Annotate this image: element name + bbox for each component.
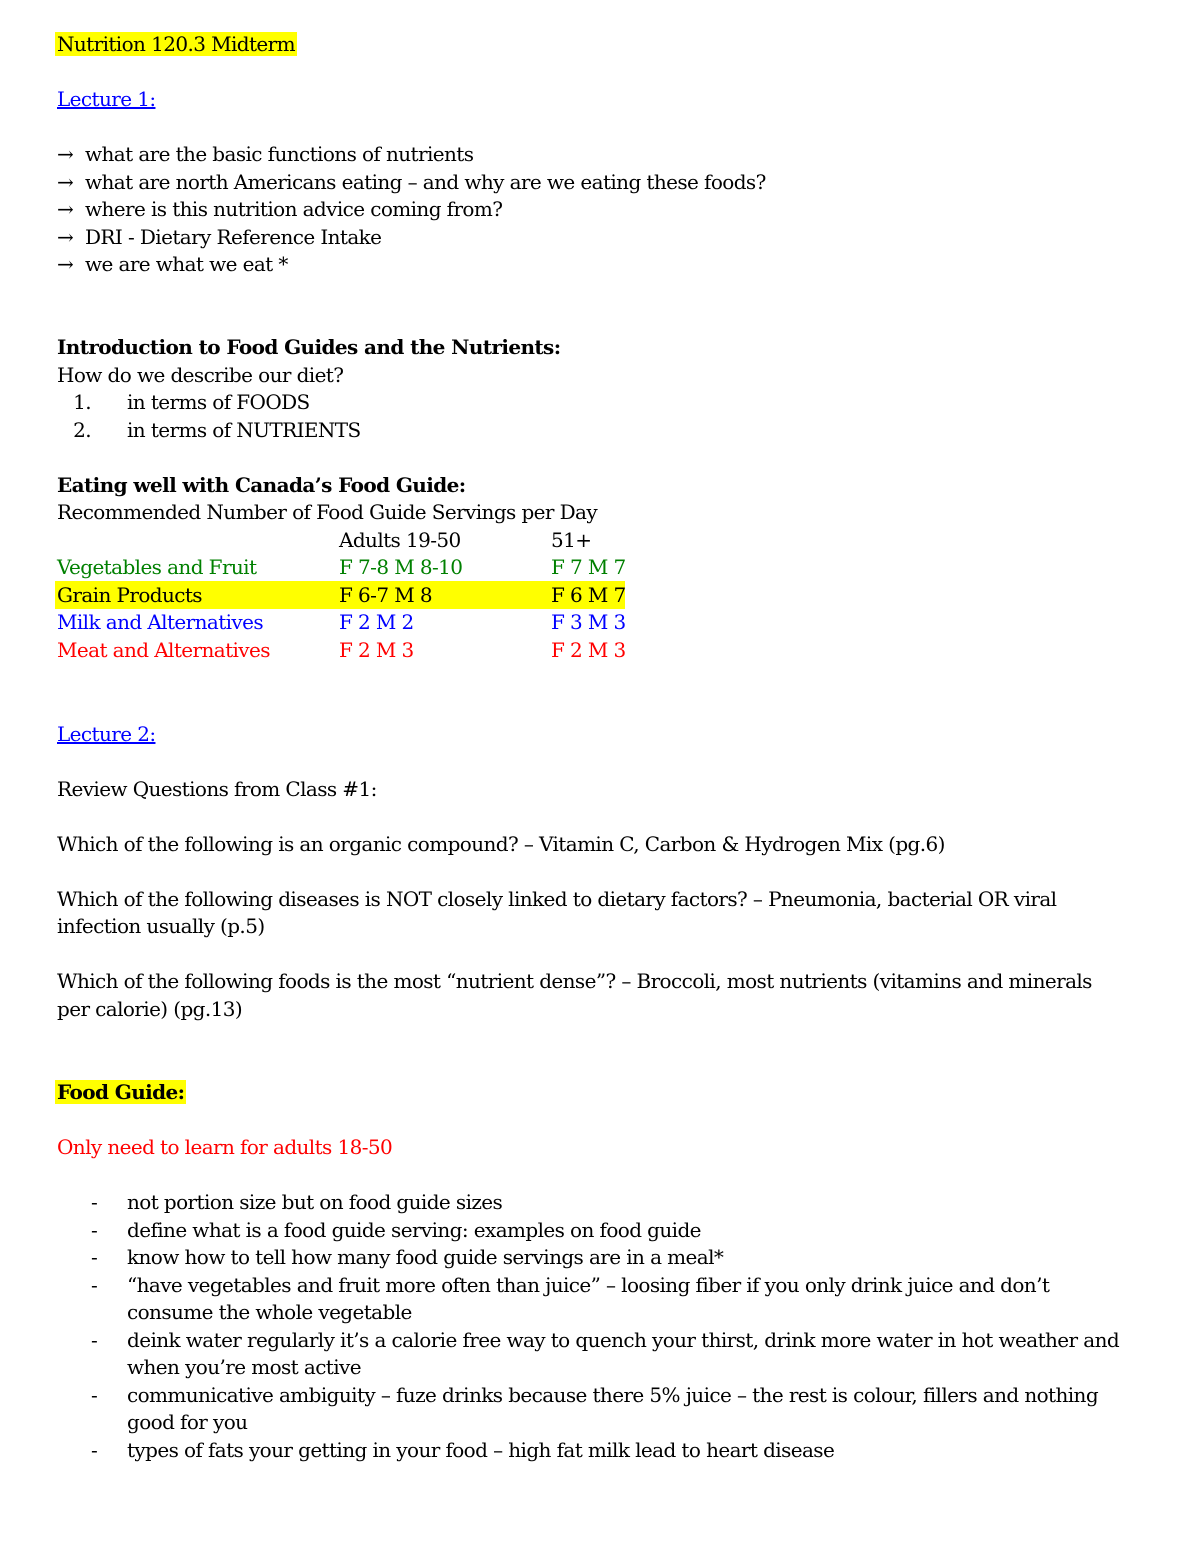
numbered-item bbox=[57, 416, 361, 444]
review-question-continued: per calorie) (pg.13) bbox=[57, 997, 243, 1021]
food-guide-note: Only need to learn for adults 18-50 bbox=[57, 1135, 393, 1159]
lecture1-item bbox=[57, 250, 288, 278]
dash-bullet-icon: - bbox=[91, 1328, 98, 1352]
lecture1-item-text: what are north Americans eating – and why are we eating these foods? bbox=[85, 170, 766, 194]
bullet-text: “have vegetables and fruit more often than juice” – loosing fiber if you only drink juice and don’t bbox=[127, 1273, 1050, 1297]
review-heading: Review Questions from Class #1: bbox=[57, 777, 377, 801]
dash-bullet-icon: - bbox=[91, 1190, 98, 1214]
bullet-item bbox=[57, 1216, 701, 1244]
column-header-51plus: 51+ bbox=[551, 528, 592, 552]
bullet-text: types of fats your getting in your food – high fat milk lead to heart disease bbox=[127, 1438, 835, 1462]
item-number: 2. bbox=[73, 418, 91, 442]
doc-title: Nutrition 120.3 Midterm bbox=[57, 32, 295, 56]
bullet-text: not portion size but on food guide sizes bbox=[127, 1190, 503, 1214]
bullet-item bbox=[57, 1326, 1119, 1354]
adults-servings: F 2 M 3 bbox=[339, 638, 414, 662]
table-row-milk bbox=[57, 608, 757, 636]
food-group-label: Meat and Alternatives bbox=[57, 638, 270, 662]
lecture1-item bbox=[57, 195, 502, 223]
lecture1-item-text: where is this nutrition advice coming from? bbox=[85, 197, 503, 221]
bullet-continued: when you’re most active bbox=[127, 1355, 361, 1379]
right-arrow-icon: → bbox=[57, 170, 74, 194]
lecture1-heading-link[interactable]: Lecture 1: bbox=[57, 87, 156, 111]
column-header-adults: Adults 19-50 bbox=[339, 528, 461, 552]
bullet-continued: good for you bbox=[127, 1410, 248, 1434]
bullet-text: know how to tell how many food guide servings are in a meal* bbox=[127, 1245, 724, 1269]
adults-servings: F 6-7 M 8 bbox=[339, 583, 432, 607]
lecture1-item bbox=[57, 140, 473, 168]
dash-bullet-icon: - bbox=[91, 1273, 98, 1297]
dash-bullet-icon: - bbox=[91, 1218, 98, 1242]
bullet-text: define what is a food guide serving: examples on food guide bbox=[127, 1218, 701, 1242]
lecture2-heading-line bbox=[57, 720, 155, 748]
bullet-item bbox=[57, 1381, 1098, 1409]
intro-question: How do we describe our diet? bbox=[57, 363, 344, 387]
senior-servings: F 2 M 3 bbox=[551, 638, 626, 662]
senior-servings: F 3 M 3 bbox=[551, 610, 626, 634]
lecture1-item-text: DRI - Dietary Reference Intake bbox=[85, 225, 382, 249]
food-guide-table-subheading: Recommended Number of Food Guide Servings per Day bbox=[57, 500, 598, 524]
lecture1-item-text: we are what we eat * bbox=[85, 252, 288, 276]
item-text: in terms of FOODS bbox=[127, 390, 310, 414]
right-arrow-icon: → bbox=[57, 252, 74, 276]
item-number: 1. bbox=[73, 390, 91, 414]
dash-bullet-icon: - bbox=[91, 1383, 98, 1407]
food-guide-table-heading: Eating well with Canada’s Food Guide: bbox=[57, 473, 466, 497]
right-arrow-icon: → bbox=[57, 142, 74, 166]
lecture1-item bbox=[57, 168, 766, 196]
right-arrow-icon: → bbox=[57, 197, 74, 221]
bullet-continued: consume the whole vegetable bbox=[127, 1300, 412, 1324]
right-arrow-icon: → bbox=[57, 225, 74, 249]
bullet-text: communicative ambiguity – fuze drinks because there 5% juice – the rest is colour, fillers and nothing bbox=[127, 1383, 1099, 1407]
table-row-grain bbox=[57, 581, 757, 609]
dash-bullet-icon: - bbox=[91, 1245, 98, 1269]
review-question: Which of the following is an organic compound? – Vitamin C, Carbon & Hydrogen Mix (pg.6) bbox=[57, 832, 945, 856]
review-question: Which of the following foods is the most “nutrient dense”? – Broccoli, most nutrients (vitamins and minerals bbox=[57, 969, 1092, 993]
food-guide-heading-line bbox=[57, 1078, 186, 1106]
food-group-label: Milk and Alternatives bbox=[57, 610, 264, 634]
table-row-vegetables bbox=[57, 553, 757, 581]
lecture1-item bbox=[57, 223, 381, 251]
food-group-label: Grain Products bbox=[57, 583, 202, 607]
review-question-continued: infection usually (p.5) bbox=[57, 914, 265, 938]
table-header-row bbox=[57, 526, 757, 554]
bullet-item bbox=[57, 1188, 502, 1216]
bullet-item bbox=[57, 1436, 834, 1464]
dash-bullet-icon: - bbox=[91, 1438, 98, 1462]
senior-servings: F 6 M 7 bbox=[551, 583, 626, 607]
bullet-item bbox=[57, 1271, 1049, 1299]
intro-heading: Introduction to Food Guides and the Nutrients: bbox=[57, 335, 561, 359]
lecture1-item-text: what are the basic functions of nutrients bbox=[85, 142, 474, 166]
item-text: in terms of NUTRIENTS bbox=[127, 418, 361, 442]
lecture1-heading-line bbox=[57, 85, 155, 113]
adults-servings: F 2 M 2 bbox=[339, 610, 414, 634]
bullet-text: deink water regularly it’s a calorie free way to quench your thirst, drink more water in hot weather and bbox=[127, 1328, 1120, 1352]
bullet-item bbox=[57, 1243, 723, 1271]
food-group-label: Vegetables and Fruit bbox=[57, 555, 257, 579]
table-row-meat bbox=[57, 636, 757, 664]
lecture2-heading-link[interactable]: Lecture 2: bbox=[57, 722, 156, 746]
doc-title-line bbox=[57, 30, 297, 58]
review-question: Which of the following diseases is NOT closely linked to dietary factors? – Pneumonia, bacterial OR viral bbox=[57, 887, 1057, 911]
adults-servings: F 7-8 M 8-10 bbox=[339, 555, 463, 579]
numbered-item bbox=[57, 388, 310, 416]
food-guide-heading: Food Guide: bbox=[57, 1080, 185, 1104]
senior-servings: F 7 M 7 bbox=[551, 555, 626, 579]
